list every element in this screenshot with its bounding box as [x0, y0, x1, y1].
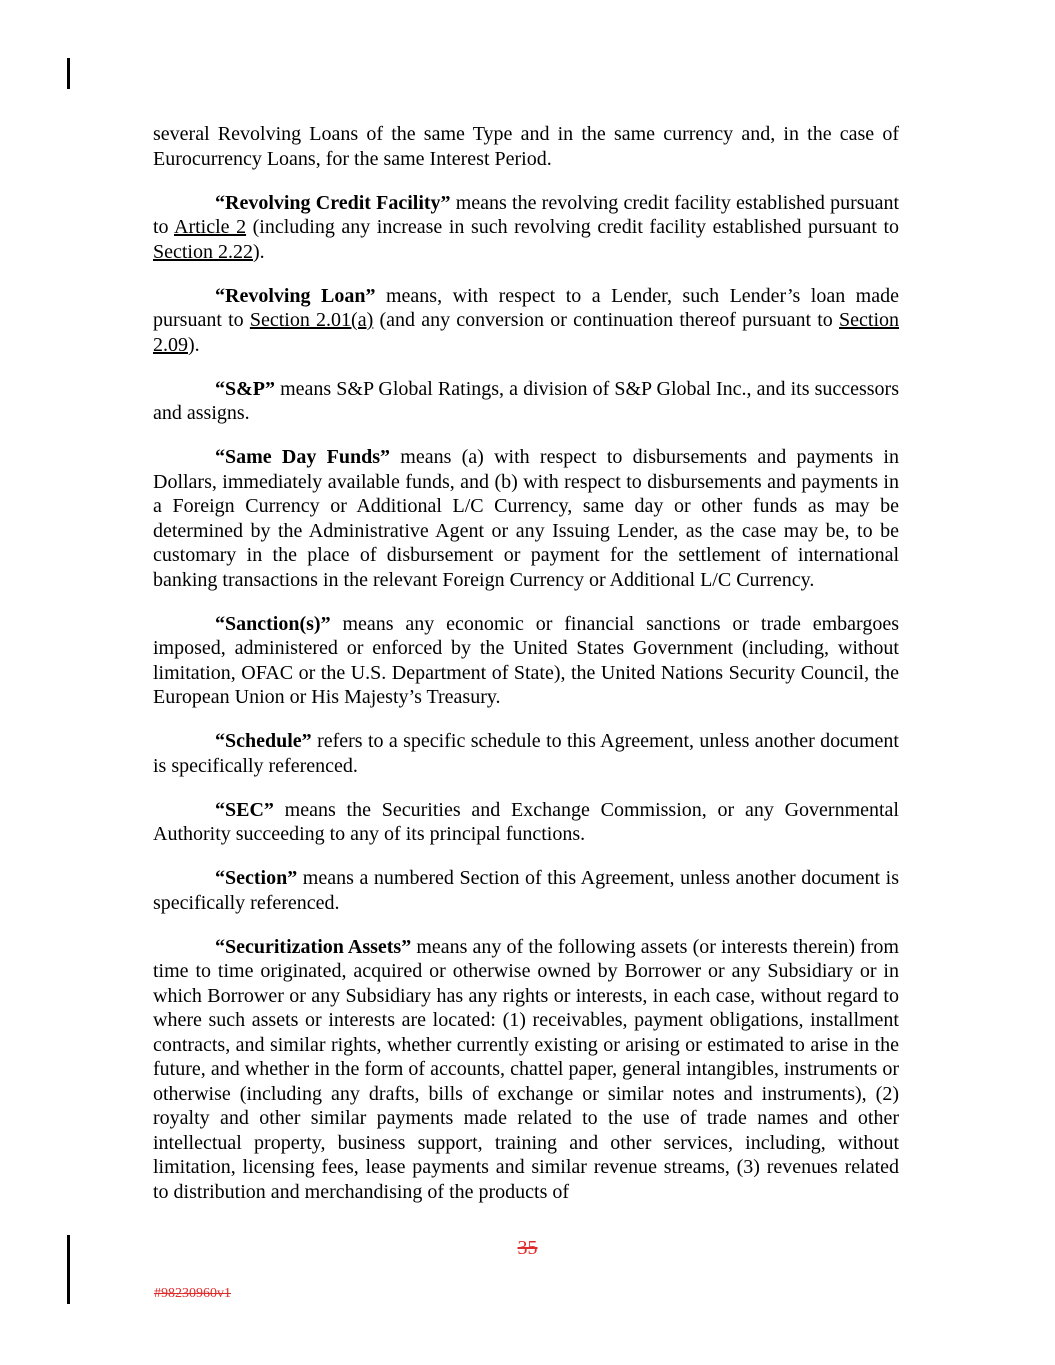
body-text: means a numbered Section of this Agreement, unless another document is specifically referenced. [153, 867, 899, 914]
body-text: means, with respect to a Lender, such Lender’s loan made pursuant to [153, 284, 899, 331]
body-text: means any of the following assets (or interests therein) from time to time originated, acquired or otherwise owned by Borrower or any Subsidiary or in which Borrower or any Subsidiary has any rights or interests, in each case, without regard to where such assets or interests are located: (1) receivables, payment obligations, installment contracts, and similar rights, whether currently existing or arising or estimated to arise in the future, and whether in the form of accounts, chattel paper, general intangibles, instruments or otherwise (including any drafts, bills of exchange or similar notes and instruments), (2) royalty and other similar payments made related to the use of trade names and other intellectual property, business support, training and other services, including, without limitation, licensing fees, lease payments and similar revenue streams, (3) revenues related to distribution and merchandising of the products of [153, 935, 899, 1203]
defined-term: “Revolving Credit Facility” [215, 191, 451, 214]
page-number: 35 [517, 1237, 538, 1259]
body-text: means S&P Global Ratings, a division of S&P Global Inc., and its successors and assigns. [153, 377, 899, 424]
document-id-stamp: #98230960v1 [154, 1286, 231, 1301]
document-body [153, 122, 899, 1224]
doc-id-stamp-row [154, 1285, 231, 1302]
cross-reference: Article 2 [174, 216, 247, 238]
paragraph [153, 729, 899, 778]
paragraph [153, 122, 899, 171]
paragraph [153, 445, 899, 592]
paragraph [153, 866, 899, 915]
body-text: means the Securities and Exchange Commission, or any Governmental Authority succeeding to any of its principal functions. [153, 798, 899, 845]
defined-term: “Same Day Funds” [215, 446, 391, 468]
paragraph [153, 284, 899, 358]
body-text: (including any increase in such revolving credit facility established pursuant to [246, 216, 899, 238]
body-text: refers to a specific schedule to this Agreement, unless another document is specifically referenced. [153, 730, 899, 777]
cross-reference: Section 2.22 [153, 240, 253, 263]
defined-term: “S&P” [215, 377, 275, 400]
defined-term: “Section” [215, 867, 298, 889]
paragraph [153, 191, 899, 265]
paragraph [153, 612, 899, 710]
cross-reference: Section 2.01(a) [249, 309, 374, 331]
defined-term: “Revolving Loan” [215, 284, 376, 307]
change-bar-top [67, 58, 70, 89]
body-text: ). [253, 240, 265, 263]
cross-reference: Section 2.09 [153, 309, 900, 356]
page-number-row [0, 1236, 1055, 1261]
defined-term: “SEC” [215, 798, 274, 821]
body-text: several Revolving Loans of the same Type and in the same currency and, in the case of Eurocurrency Loans, for the same Interest Period. [153, 123, 899, 170]
body-text: (and any conversion or continuation thereof pursuant to [373, 309, 840, 331]
body-text: means any economic or financial sanctions or trade embargoes imposed, administered or enforced by the United States Government (including, without limitation, OFAC or the U.S. Department of State), the United Nations Security Council, the European Union or His Majesty’s Treasury. [153, 612, 899, 708]
paragraph [153, 798, 899, 847]
defined-term: “Securitization Assets” [215, 935, 412, 958]
paragraph [153, 377, 899, 426]
defined-term: “Schedule” [215, 730, 312, 752]
body-text: means the revolving credit facility established pursuant to [153, 191, 899, 238]
defined-term: “Sanction(s)” [215, 612, 331, 635]
body-text: ). [188, 333, 200, 356]
body-text: means (a) with respect to disbursements and payments in Dollars, immediately available funds, and (b) with respect to disbursements and payments in a Foreign Currency or Additional L/C Currency, same day or other funds as may be determined by the Administrative Agent or any Issuing Lender, as the case may be, to be customary in the place of disbursement or payment for the settlement of international banking transactions in the relevant Foreign Currency or Additional L/C Currency. [153, 446, 899, 591]
paragraph [153, 935, 899, 1205]
